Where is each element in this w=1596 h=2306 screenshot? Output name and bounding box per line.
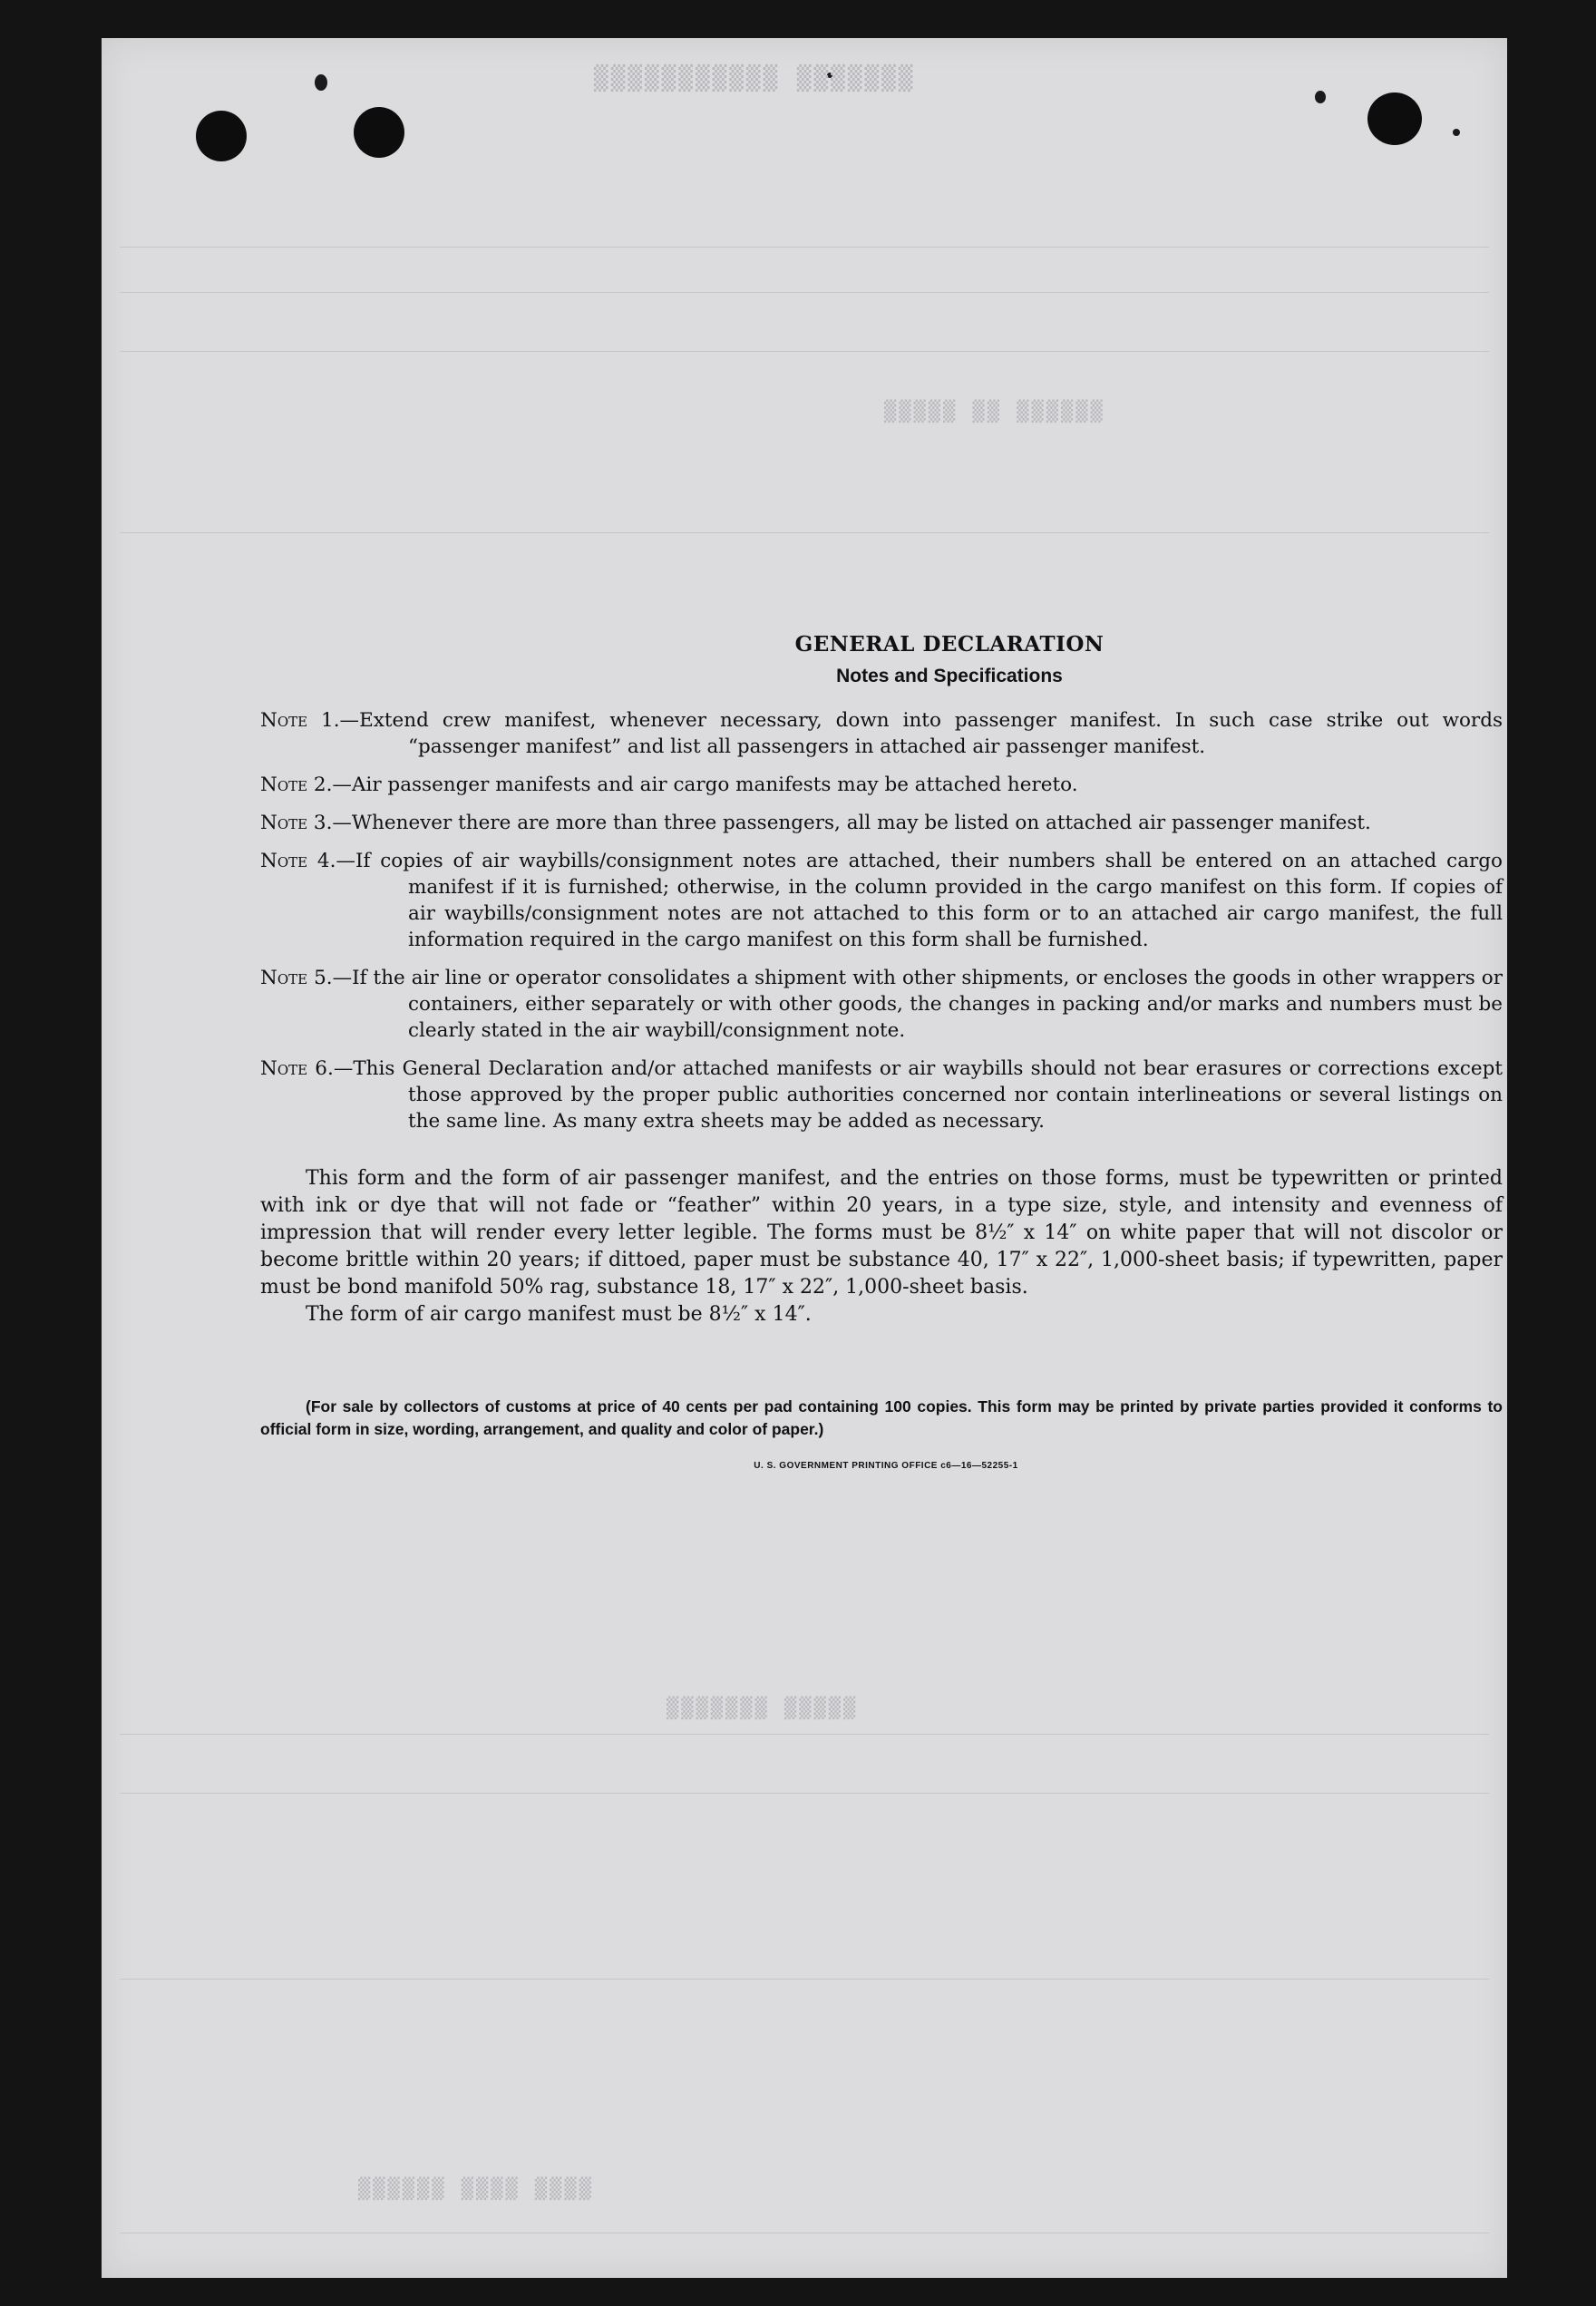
bleed-through-text: ▒▒▒▒▒▒ ▒▒ ▒▒▒▒▒ <box>881 401 1103 423</box>
ink-speck <box>315 74 327 91</box>
bleed-through-rule <box>120 1793 1489 1794</box>
note-2 <box>260 772 1503 798</box>
cargo-manifest-size-paragraph: The form of air cargo manifest must be 8½″ x 14″. <box>306 1303 812 1326</box>
note-text: If the air line or operator consolidates a shipment with other shipments, or encloses the goods in other wrappers or containers, either separately or with other goods, the changes in packing and/or marks and numbers must be clearly stated in the air waybill/consignment note. <box>352 967 1503 1042</box>
page-subtitle: Notes and Specifications <box>836 666 1063 686</box>
bleed-through-text: ▒▒▒▒▒▒▒ ▒▒▒▒▒▒▒▒▒▒▒ <box>591 65 913 92</box>
note-6 <box>260 1056 1503 1134</box>
punch-hole-right <box>1367 92 1422 145</box>
note-label: Note 4.— <box>260 850 355 872</box>
note-3 <box>260 810 1503 836</box>
sale-notice: (For sale by collectors of customs at price of 40 cents per pad containing 100 copies. This form may be printed by private parties provided it conforms to official form in size, wording, arrangement, and quality and color of paper.) <box>260 1397 1503 1438</box>
note-label: Note 2.— <box>260 774 352 796</box>
note-label: Note 1.— <box>260 709 360 732</box>
notes-content <box>260 632 1503 1471</box>
printer-imprint: U. S. GOVERNMENT PRINTING OFFICE c6—16—52255-1 <box>754 1461 1018 1471</box>
note-label: Note 5.— <box>260 967 353 989</box>
note-text: Whenever there are more than three passengers, all may be listed on attached air passenger manifest. <box>351 812 1371 834</box>
note-5 <box>260 965 1503 1044</box>
note-label: Note 3.— <box>260 812 352 834</box>
punch-hole-left-1 <box>196 111 247 161</box>
note-label: Note 6.— <box>260 1057 354 1080</box>
note-text: Extend crew manifest, whenever necessary, down into passenger manifest. In such case strike out words “passenger manifest” and list all passengers in attached air passenger manifest. <box>359 709 1503 758</box>
bleed-through-rule <box>120 351 1489 352</box>
note-text: If copies of air waybills/consignment notes are attached, their numbers shall be entered on an attached cargo manifest if it is furnished; otherwise, in the column provided in the cargo manifest on this form. If copies of air waybills/consignment notes are not attached to this form or to an attached air cargo manifest, the full information required in the cargo manifest on this form shall be furnished. <box>355 850 1504 951</box>
punch-hole-left-2 <box>354 107 404 158</box>
bleed-through-rule <box>120 1979 1489 1980</box>
ink-speck <box>1453 129 1460 136</box>
note-text: Air passenger manifests and air cargo manifests may be attached hereto. <box>351 774 1078 796</box>
bleed-through-rule <box>120 247 1489 248</box>
bleed-through-rule <box>120 532 1489 533</box>
bleed-through-rule <box>120 292 1489 293</box>
note-text: This General Declaration and/or attached manifests or air waybills should not bear erasures or corrections except those approved by the proper public authorities concerned nor contain interlineations or several listings on the same line. As many extra sheets may be added as necessary. <box>353 1057 1503 1133</box>
document-page <box>102 38 1507 2278</box>
page-title: GENERAL DECLARATION <box>794 632 1105 657</box>
ink-speck <box>1315 91 1326 103</box>
note-4 <box>260 848 1503 953</box>
note-1 <box>260 707 1503 760</box>
bleed-through-text: ▒▒▒▒ ▒▒▒▒ ▒▒▒▒▒▒ <box>355 2178 591 2201</box>
bleed-through-rule <box>120 1734 1489 1735</box>
form-requirements-paragraph: This form and the form of air passenger manifest, and the entries on those forms, must be typewritten or printed with ink or dye that will not fade or “feather” within 20 years, in a type size, style, and intensity and evenness of impression that will render every letter legible. The forms must be 8½″ x 14″ on white paper that will not discolor or become brittle within 20 years; if dittoed, paper must be substance 40, 17″ x 22″, 1,000-sheet basis; if typewritten, paper must be bond manifold 50% rag, substance 18, 17″ x 22″, 1,000-sheet basis. <box>260 1167 1503 1299</box>
bleed-through-text: ▒▒▒▒▒ ▒▒▒▒▒▒▒ <box>664 1698 856 1720</box>
